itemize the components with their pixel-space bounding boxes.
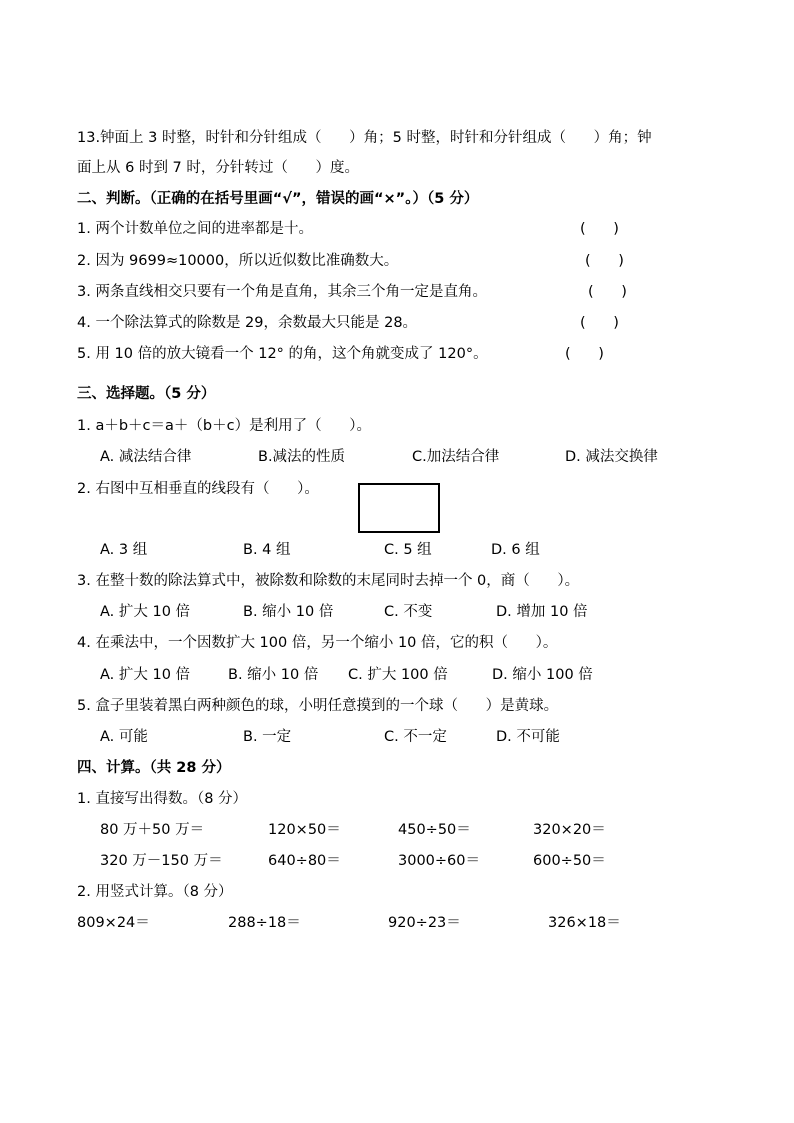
choice-q5-option-d: D. 不可能: [496, 729, 560, 745]
choice-q5-stem: 5. 盒子里装着黑白两种颜色的球，小明任意摸到的一个球（ ）是黄球。: [77, 698, 559, 714]
choice-q2-option-c: C. 5 组: [384, 542, 432, 558]
choice-q3-option-a: A. 扩大 10 倍: [100, 604, 191, 620]
judge-item-2: 2. 因为 9699≈10000，所以近似数比准确数大。: [77, 253, 399, 269]
calc-r1-c4: 320×20＝: [533, 822, 606, 838]
rectangle-figure: [358, 483, 440, 533]
judge-paren-3: ( ): [588, 284, 627, 300]
q13-line1: 13.钟面上 3 时整，时针和分针组成（ ）角；5 时整，时针和分针组成（ ）角；钟: [77, 130, 652, 146]
choice-q4-option-c: C. 扩大 100 倍: [348, 667, 448, 683]
judge-paren-5: ( ): [565, 346, 604, 362]
choice-q5-option-a: A. 可能: [100, 729, 148, 745]
section2-title: 二、判断。（正确的在括号里画“√”，错误的画“×”。）（5 分）: [77, 191, 479, 207]
calc-r2-c3: 3000÷60＝: [398, 853, 481, 869]
choice-q1-option-b: B.减法的性质: [258, 449, 346, 465]
judge-item-3: 3. 两条直线相交只要有一个角是直角，其余三个角一定是直角。: [77, 284, 487, 300]
calc-sub1-title: 1. 直接写出得数。（8 分）: [77, 791, 248, 807]
vertical-calc-3: 920÷23＝: [388, 915, 461, 931]
calc-r1-c2: 120×50＝: [268, 822, 341, 838]
choice-q3-option-c: C. 不变: [384, 604, 433, 620]
choice-q5-option-c: C. 不一定: [384, 729, 447, 745]
choice-q1-stem: 1. a＋b＋c＝a＋（b＋c）是利用了（ ）。: [77, 418, 371, 434]
choice-q2-option-a: A. 3 组: [100, 542, 148, 558]
calc-r2-c2: 640÷80＝: [268, 853, 341, 869]
q13-line2: 面上从 6 时到 7 时，分针转过（ ）度。: [77, 160, 360, 176]
choice-q2-stem: 2. 右图中互相垂直的线段有（ ）。: [77, 481, 319, 497]
judge-paren-1: ( ): [580, 221, 619, 237]
judge-paren-4: ( ): [580, 315, 619, 331]
choice-q4-stem: 4. 在乘法中，一个因数扩大 100 倍，另一个缩小 10 倍，它的积（ ）。: [77, 635, 558, 651]
calc-sub2-title: 2. 用竖式计算。（8 分）: [77, 884, 233, 900]
vertical-calc-1: 809×24＝: [77, 915, 150, 931]
choice-q1-option-c: C.加法结合律: [412, 449, 500, 465]
section4-title: 四、计算。（共 28 分）: [77, 760, 231, 776]
judge-item-5: 5. 用 10 倍的放大镜看一个 12° 的角，这个角就变成了 120°。: [77, 346, 488, 362]
choice-q4-option-a: A. 扩大 10 倍: [100, 667, 191, 683]
vertical-calc-4: 326×18＝: [548, 915, 621, 931]
section3-title: 三、选择题。（5 分）: [77, 386, 216, 402]
choice-q4-option-d: D. 缩小 100 倍: [492, 667, 593, 683]
choice-q3-option-b: B. 缩小 10 倍: [243, 604, 334, 620]
judge-item-1: 1. 两个计数单位之间的进率都是十。: [77, 221, 313, 237]
choice-q5-option-b: B. 一定: [243, 729, 292, 745]
choice-q2-option-d: D. 6 组: [491, 542, 540, 558]
choice-q2-option-b: B. 4 组: [243, 542, 291, 558]
vertical-calc-2: 288÷18＝: [228, 915, 301, 931]
calc-r2-c1: 320 万－150 万＝: [100, 853, 223, 869]
judge-item-4: 4. 一个除法算式的除数是 29，余数最大只能是 28。: [77, 315, 418, 331]
choice-q1-option-a: A. 减法结合律: [100, 449, 192, 465]
choice-q3-stem: 3. 在整十数的除法算式中，被除数和除数的末尾同时去掉一个 0，商（ ）。: [77, 573, 580, 589]
choice-q3-option-d: D. 增加 10 倍: [496, 604, 588, 620]
calc-r2-c4: 600÷50＝: [533, 853, 606, 869]
choice-q4-option-b: B. 缩小 10 倍: [228, 667, 319, 683]
calc-r1-c1: 80 万＋50 万＝: [100, 822, 205, 838]
judge-paren-2: ( ): [585, 253, 624, 269]
choice-q1-option-d: D. 减法交换律: [565, 449, 658, 465]
calc-r1-c3: 450÷50＝: [398, 822, 471, 838]
